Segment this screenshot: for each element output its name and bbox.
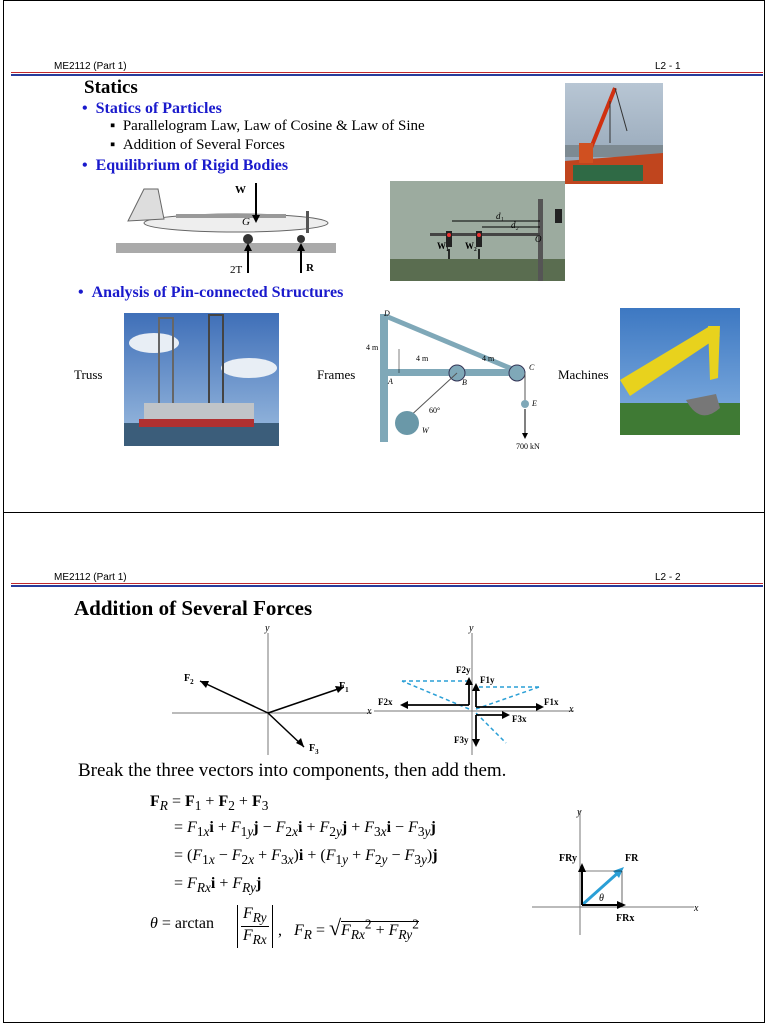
- fig3-frx-label: FRx: [616, 913, 635, 924]
- fig2-f1x-label: F1x: [544, 697, 559, 707]
- sub-bullet-addition-of-forces: ▪ Addition of Several Forces: [110, 137, 285, 153]
- airplane-diagram: [116, 181, 336, 276]
- offshore-truss-photo: [124, 313, 279, 446]
- frame-label-c: C: [529, 363, 535, 372]
- course-header-2: ME2112 (Part 1): [54, 572, 127, 583]
- sign-w1-label: W₁: [437, 241, 449, 251]
- plane-cg-label: G: [242, 216, 250, 228]
- fig2-f3x-label: F3x: [512, 714, 527, 724]
- course-header: ME2112 (Part 1): [54, 61, 127, 72]
- truss-label: Truss: [74, 367, 103, 382]
- sign-d1-label: d₁: [496, 211, 504, 221]
- equation-fraction: $F_{Ry}$ $F_{Rx}$: [237, 905, 273, 948]
- sign-d2-label: d₂: [511, 220, 519, 230]
- frame-load-label: 700 kN: [516, 442, 540, 451]
- fig2-f2x-label: F2x: [378, 697, 393, 707]
- header-rule-red: [11, 72, 763, 73]
- frame-label-d: D: [384, 309, 390, 318]
- equation-line-3: = $(F_{1x} - F_{2x} + F_{3x})i + (F_{1y} + F_{2y} - F_{3y})j$: [174, 847, 438, 868]
- fig3-x-axis-label: x: [694, 903, 699, 914]
- crane-ship-photo: [565, 83, 663, 184]
- fig1-f3-label: $F_3$: [309, 743, 319, 756]
- fig2-x-axis-label: x: [569, 704, 574, 715]
- frames-label: Frames: [317, 367, 356, 382]
- force-components-diagram: [374, 629, 584, 759]
- frame-height-label: 4 m: [366, 343, 379, 352]
- slide-1: [3, 0, 765, 513]
- header-rule-blue-2: [11, 585, 763, 587]
- bullet-statics-of-particles: • Statics of Particles: [82, 100, 222, 117]
- instruction-text: Break the three vectors into components, then add them.: [78, 760, 507, 781]
- sign-o-label: O: [535, 234, 542, 244]
- slide-title-2: Addition of Several Forces: [74, 596, 313, 620]
- plane-weight-label: W: [235, 184, 246, 196]
- equation-line-4: = $F_{Rx}i + F_{Ry}j$: [174, 875, 262, 896]
- frame-length-1-label: 4 m: [416, 354, 429, 363]
- fig2-f1y-label: F1y: [480, 675, 495, 685]
- frame-length-2-label: 4 m: [482, 354, 495, 363]
- slide-number: L2 - 1: [655, 61, 681, 72]
- fig3-y-axis-label: y: [577, 807, 582, 818]
- header-rule-red-2: [11, 583, 763, 584]
- fig3-fr-label: FR: [625, 853, 639, 864]
- slide-2: [3, 512, 765, 1023]
- traffic-signal-photo: [390, 181, 565, 281]
- fig1-f1-label: $F_1$: [339, 681, 349, 694]
- machines-label: Machines: [558, 367, 609, 382]
- header-rule-blue: [11, 74, 763, 76]
- equation-magnitude: , $F_R = √F_{Rx}^2 + F_{Ry}^2$: [278, 915, 419, 943]
- frame-angle-label: 60°: [429, 406, 441, 415]
- three-forces-diagram: [172, 629, 382, 759]
- frame-label-a: A: [388, 377, 393, 386]
- resultant-diagram: [532, 805, 702, 945]
- fig3-theta-label: θ: [599, 893, 604, 904]
- plane-r-label: R: [306, 262, 314, 274]
- slide-number-2: L2 - 2: [655, 572, 681, 583]
- sign-w2-label: W₂: [465, 241, 477, 251]
- slide-title: Statics: [84, 77, 138, 98]
- fig3-fry-label: FRy: [559, 853, 577, 864]
- bullet-pin-connected-structures: • Analysis of Pin-connected Structures: [78, 284, 344, 301]
- frame-label-e: E: [532, 399, 537, 408]
- equation-line-2: = $F_{1x}i + F_{1y}j - F_{2x}i + F_{2y}j + F_{3x}i - F_{3y}j$: [174, 819, 436, 840]
- fig2-f2y-label: F2y: [456, 665, 471, 675]
- excavator-photo: [620, 308, 740, 435]
- equation-theta: θ = arctan: [150, 915, 214, 932]
- bullet-equilibrium-rigid-bodies: • Equilibrium of Rigid Bodies: [82, 157, 289, 174]
- sub-bullet-parallelogram-law: ▪ Parallelogram Law, Law of Cosine & Law of Sine: [110, 118, 425, 134]
- frame-label-w: W: [422, 426, 429, 435]
- fig1-f2-label: $F_2$: [184, 673, 194, 686]
- frame-label-b: B: [462, 378, 467, 387]
- equation-line-1: $F_R = F_1 + F_2 + F_3$: [150, 793, 269, 814]
- plane-2t-label: 2T: [230, 264, 243, 276]
- fig1-y-axis-label: y: [265, 623, 270, 634]
- fig2-f3y-label: F3y: [454, 735, 469, 745]
- fig1-x-axis-label: x: [367, 706, 372, 717]
- fig2-y-axis-label: y: [469, 623, 474, 634]
